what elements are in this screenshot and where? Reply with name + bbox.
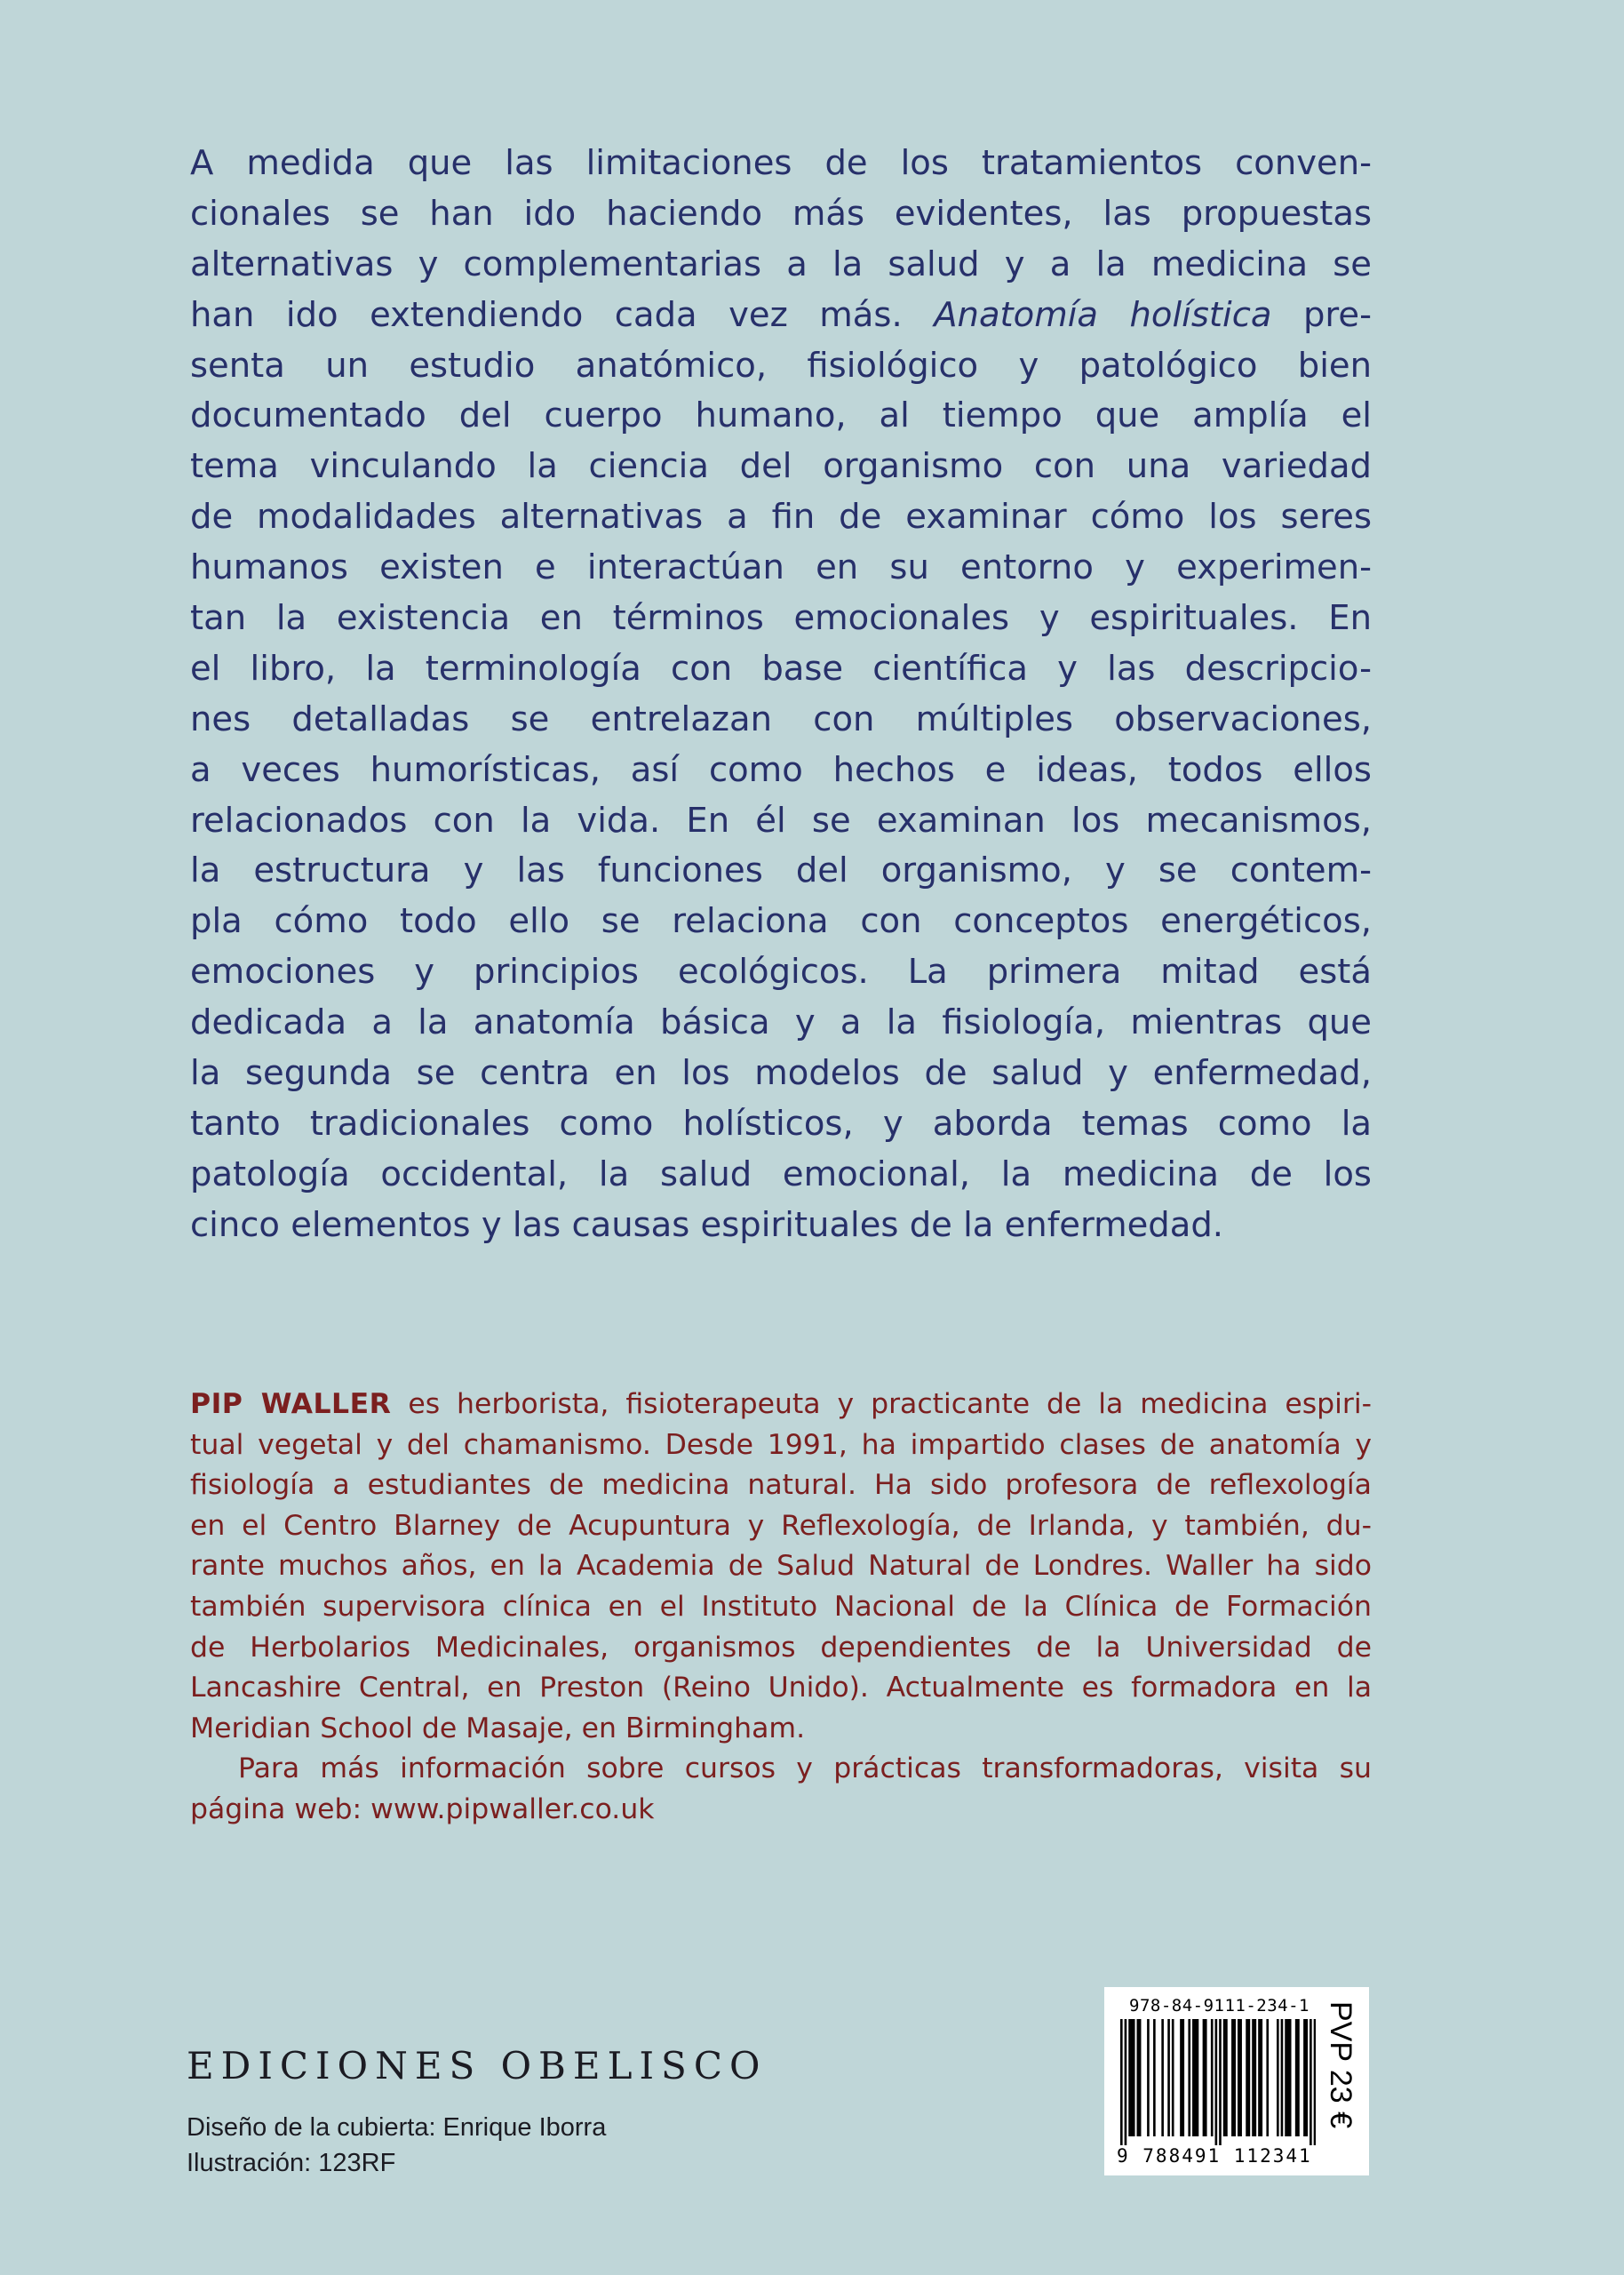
synopsis-line: [190, 391, 1372, 442]
synopsis-text: humanos existen e interactúan en su entorno y experimen-: [190, 547, 1372, 588]
author-bio: [190, 1385, 1372, 1831]
barcode-box: [1104, 1987, 1369, 2175]
synopsis-text: cionales se han ido haciendo más evidentes, las propuestas: [190, 193, 1372, 234]
synopsis-line: [190, 1049, 1372, 1099]
barcode-bar: [1285, 2019, 1287, 2136]
barcode-bar: [1120, 2019, 1123, 2145]
barcode-bar: [1192, 2019, 1195, 2136]
synopsis-line: [190, 746, 1372, 796]
barcode-icon: [1120, 2019, 1316, 2145]
synopsis-text: tanto tradicionales como holísticos, y aborda temas como la: [190, 1103, 1372, 1144]
bio-line-first: [190, 1385, 1372, 1425]
synopsis-line: [190, 492, 1372, 543]
barcode-bar: [1252, 2019, 1254, 2136]
barcode-bar: [1266, 2019, 1269, 2136]
price-label: PVP 23 €: [1324, 2001, 1357, 2129]
barcode-bar: [1281, 2019, 1284, 2136]
barcode-bar: [1295, 2019, 1298, 2136]
bio-line: fisiología a estudiantes de medicina natural. Ha sido profesora de reflexología: [190, 1469, 1372, 1502]
website-line: página web: www.pipwaller.co.uk: [190, 1792, 655, 1825]
barcode-bar: [1231, 2019, 1234, 2136]
synopsis-text: cinco elementos y las causas espirituales de la enfermedad.: [190, 1204, 1223, 1245]
synopsis: [190, 139, 1372, 1251]
barcode-bar: [1137, 2019, 1140, 2136]
barcode-bar: [1303, 2019, 1306, 2136]
synopsis-text: han ido extendiendo cada vez más.: [190, 294, 935, 335]
barcode-bar: [1161, 2019, 1164, 2136]
barcode-bar: [1131, 2019, 1134, 2136]
synopsis-text: pla cómo todo ello se relaciona con conceptos energéticos,: [190, 901, 1372, 942]
barcode-bar: [1233, 2019, 1236, 2136]
barcode-bar: [1182, 2019, 1184, 2136]
barcode-bar: [1172, 2019, 1174, 2136]
synopsis-text: la estructura y las funciones del organismo, y se contem-: [190, 850, 1372, 891]
barcode-bar: [1133, 2019, 1135, 2136]
synopsis-line: [190, 240, 1372, 291]
synopsis-text: de modalidades alternativas a fin de examinar cómo los seres: [190, 497, 1372, 538]
barcode-bar: [1203, 2019, 1206, 2136]
synopsis-line: [190, 341, 1372, 392]
barcode-bar: [1254, 2019, 1257, 2136]
synopsis-line: [190, 1150, 1372, 1201]
barcode-bar: [1167, 2019, 1170, 2136]
synopsis-line: [190, 796, 1372, 847]
barcode-bar: [1246, 2019, 1248, 2136]
synopsis-text: pre-: [1271, 294, 1372, 335]
barcode-bar: [1219, 2019, 1222, 2145]
barcode-bar: [1194, 2019, 1197, 2136]
synopsis-line: [190, 139, 1372, 189]
synopsis-line: [190, 291, 1372, 341]
barcode-bar: [1314, 2019, 1316, 2145]
synopsis-text: tema vinculando la ciencia del organismo con una variedad: [190, 446, 1372, 487]
synopsis-text: a veces humorísticas, así como hechos e ideas, todos ellos: [190, 749, 1372, 790]
synopsis-line: [190, 846, 1372, 897]
ean-digits: 9 788491 112341: [1117, 2145, 1312, 2167]
barcode-bar: [1248, 2019, 1251, 2136]
more-info-line: Para más información sobre cursos y prácticas transformadoras, visita su: [238, 1752, 1372, 1785]
barcode-bar: [1238, 2019, 1240, 2136]
barcode-bar: [1188, 2019, 1190, 2136]
barcode-bar: [1287, 2019, 1290, 2136]
bio-line: tual vegetal y del chamanismo. Desde 1991, ha impartido clases de anatomía y: [190, 1428, 1372, 1461]
synopsis-line: [190, 442, 1372, 492]
bio-line: de Herbolarios Medicinales, organismos dependientes de la Universidad de: [190, 1631, 1372, 1664]
barcode-bar: [1297, 2019, 1300, 2136]
barcode-bar: [1239, 2019, 1242, 2136]
synopsis-text: la segunda se centra en los modelos de salud y enfermedad,: [190, 1053, 1372, 1094]
bio-line: en el Centro Blarney de Acupuntura y Reflexología, de Irlanda, y también, du-: [190, 1509, 1372, 1542]
synopsis-text: el libro, la terminología con base científica y las descripcio-: [190, 648, 1372, 689]
barcode-bar: [1139, 2019, 1142, 2136]
barcode-bar: [1128, 2019, 1131, 2136]
synopsis-line: [190, 947, 1372, 998]
barcode-bar: [1260, 2019, 1262, 2136]
synopsis-text: emociones y principios ecológicos. La primera mitad está: [190, 952, 1372, 993]
barcode-bar: [1180, 2019, 1182, 2136]
bio-first-line-rest: es herborista, fisioterapeuta y practicante de la medicina espiri-: [391, 1388, 1372, 1420]
barcode-bar: [1197, 2019, 1199, 2136]
publisher-name: EDICIONES OBELISCO: [187, 2044, 768, 2087]
barcode-bar: [1215, 2019, 1218, 2145]
illustration-credit: Ilustración: 123RF: [187, 2149, 396, 2177]
synopsis-text: nes detalladas se entrelazan con múltiples observaciones,: [190, 698, 1372, 739]
synopsis-line: [190, 998, 1372, 1049]
bio-line: Lancashire Central, en Preston (Reino Unido). Actualmente es formadora en la: [190, 1672, 1372, 1704]
synopsis-text: documentado del cuerpo humano, al tiempo que amplía el: [190, 395, 1372, 436]
synopsis-line: [190, 695, 1372, 746]
barcode-bar: [1147, 2019, 1150, 2136]
barcode-bar: [1211, 2019, 1214, 2136]
bio-line: rante muchos años, en la Academia de Salud Natural de Londres. Waller ha sido: [190, 1550, 1372, 1583]
synopsis-line: [190, 644, 1372, 695]
barcode-bar: [1310, 2019, 1312, 2145]
cover-design-credit: Diseño de la cubierta: Enrique Iborra: [187, 2113, 607, 2142]
credits: [187, 2110, 606, 2181]
barcode-bar: [1258, 2019, 1261, 2136]
barcode-bar: [1223, 2019, 1226, 2136]
bio-line: también supervisora clínica en el Instituto Nacional de la Clínica de Formación: [190, 1590, 1372, 1623]
barcode-bar: [1305, 2019, 1308, 2136]
barcode-bar: [1153, 2019, 1156, 2136]
author-name: PIP WALLER: [190, 1388, 392, 1420]
barcode-bar: [1125, 2019, 1127, 2145]
barcode-bar: [1225, 2019, 1228, 2136]
synopsis-text: relacionados con la vida. En él se examinan los mecanismos,: [190, 800, 1372, 841]
synopsis-text: dedicada a la anatomía básica y a la fisiología, mientras que: [190, 1002, 1372, 1043]
synopsis-text: alternativas y complementarias a la salud y a la medicina se: [190, 243, 1372, 284]
synopsis-text: senta un estudio anatómico, fisiológico y patológico bien: [190, 345, 1372, 386]
barcode-bar: [1289, 2019, 1292, 2136]
synopsis-line: [190, 897, 1372, 947]
synopsis-text: patología occidental, la salud emocional, la medicina de los: [190, 1153, 1372, 1194]
synopsis-line: [190, 189, 1372, 240]
isbn-text: 978-84-9111-234-1: [1129, 1996, 1310, 2016]
synopsis-text: tan la existencia en términos emocionales y espirituales. En: [190, 598, 1372, 639]
synopsis-line: [190, 1099, 1372, 1150]
book-title: Anatomía holística: [934, 294, 1272, 335]
synopsis-line: [190, 1201, 1372, 1251]
synopsis-line: [190, 543, 1372, 594]
synopsis-line: [190, 594, 1372, 644]
barcode-bar: [1205, 2019, 1207, 2136]
barcode-bar: [1277, 2019, 1279, 2136]
synopsis-text: A medida que las limitaciones de los tratamientos conven-: [190, 143, 1372, 183]
bio-line: Meridian School de Masaje, en Birmingham.: [190, 1712, 806, 1744]
